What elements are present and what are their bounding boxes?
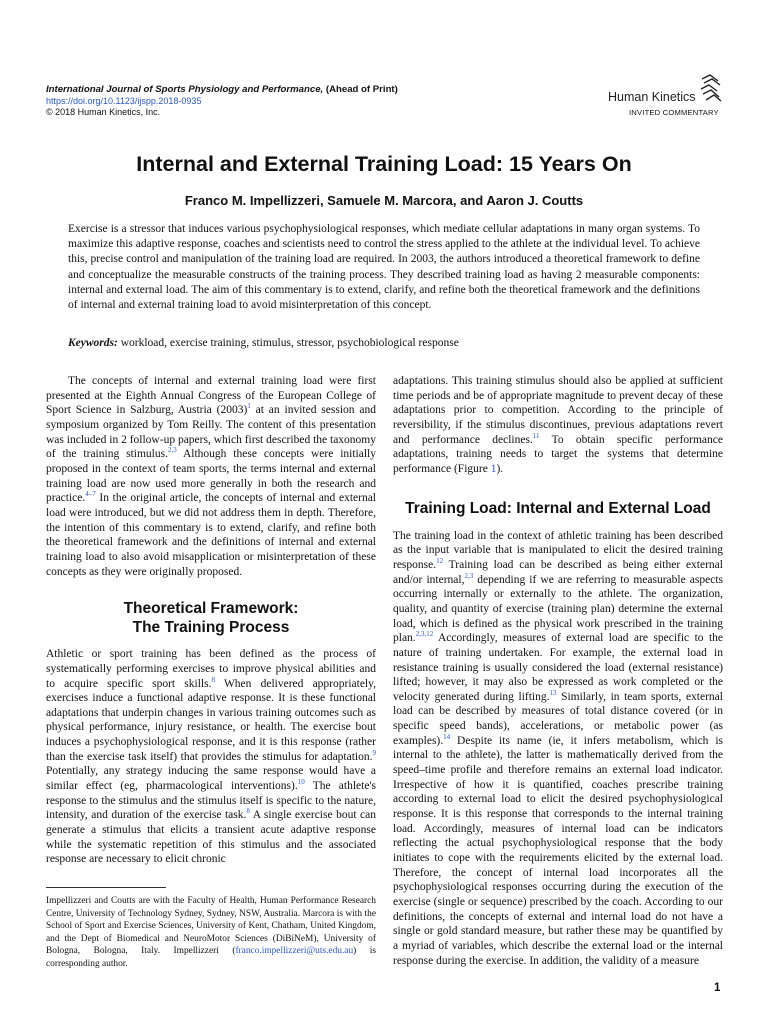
article-title: Internal and External Training Load: 15 Years On [136, 152, 632, 176]
intro-paragraph [46, 374, 376, 579]
body-text: When delivered appropriately, exercises induce a functional adaptive response. It is these functional adaptations that underpin changes in various training outcomes such as physical performance, injury resistance, or health. The exercise bout induces a psychophysiological response, and it is this response (rather than the exercise task itself) that provides the stimulus for adaptation. [46, 677, 377, 763]
page-number: 1 [714, 982, 721, 994]
body-text: Potentially, any strategy inducing the same response would have a similar effect (eg, pharmacological interventions). [46, 765, 376, 793]
left-column [46, 374, 376, 867]
journal-name: International Journal of Sports Physiology and Performance, [46, 84, 324, 95]
body-text: at an invited session and symposium organized by Tom Reilly. The content of this presentation was included in 2 follow-up papers, which first described the taxonomy of the training stimulus. [46, 404, 376, 461]
citation-ref[interactable]: 8 [211, 675, 215, 684]
body-text: Although these concepts were initially proposed in the context of team sports, the terms internal and external training load are now used more generally in both the research and practice. [46, 448, 376, 505]
body-text: To obtain specific performance adaptations, training needs to target the systems that determine performance (Figure [393, 433, 723, 475]
section-paragraph [46, 647, 376, 867]
section-heading-training-load: Training Load: Internal and External Load [405, 499, 711, 517]
body-text: Accordingly, measures of external load are specific to the nature of training undertaken. For example, the external load in resistance training is usually considered the load (external resistance) lifted; however, it may also be expressed as work completed or the velocity generated during lifting. [393, 632, 723, 703]
keywords-line [68, 336, 700, 351]
body-text: Training load can be described as being either external and/or internal, [393, 558, 723, 586]
citation-ref[interactable]: 2,3 [464, 571, 474, 580]
citation-ref[interactable]: 12 [436, 557, 444, 566]
heading-line: The Training Process [132, 619, 290, 637]
heading-line: Theoretical Framework: [123, 600, 299, 618]
article-type-label: INVITED COMMENTARY [629, 108, 719, 117]
citation-ref[interactable]: 11 [532, 431, 540, 440]
citation-ref[interactable]: 4–7 [85, 490, 96, 499]
section-heading-theoretical-framework [46, 599, 376, 637]
human-kinetics-logo-icon [698, 73, 724, 103]
citation-ref[interactable]: 14 [443, 732, 451, 741]
citation-ref[interactable]: 13 [549, 688, 557, 697]
continuation-paragraph [393, 374, 723, 477]
citation-ref[interactable]: 10 [297, 778, 305, 787]
doi-link[interactable]: https://doi.org/10.1123/ijspp.2018-0935 [46, 96, 202, 106]
citation-ref[interactable]: 9 [372, 748, 376, 757]
body-text: Despite its name (ie, it infers metabolism, which is internal to the athlete), the latter is mathematically derived from the speed–time profile and therefore remains an external load indicator. Irrespective of how it is quantified, coaches prescribe training according to external load to elicit the desired psychophysiological response. It is this response that corresponds to the internal training load. Accordingly, measures of internal load can be indicators reflecting the actual psychophysiological response that the body initiates to cope with the requirements elicited by the external load. Therefore, the concept of internal load incorporates all the psychophysiological responses occurring during the execution of the exercise (single or sequence) prescribed by the coach. According to our definitions, the concepts of external and internal load do not have a single or gold standard measure, but rather these may be quantified by a myriad of variables, which describe the external load or the internal response during the exercise. In addition, the validity of a measure [393, 734, 723, 967]
section-paragraph [393, 529, 723, 969]
right-column [393, 374, 723, 968]
body-text: adaptations. This training stimulus should also be applied at sufficient time periods and be of appropriate magnitude to prevent decay of these adaptations prior to competition. According to the principle of reversibility, if the stimulus discontinues, previous adaptations revert and performance declines. [393, 375, 723, 446]
body-text: In the original article, the concepts of internal and external load were introduced, but we did not address them in depth. Therefore, the intention of this commentary is to extend, clarify, and refine both the theoretical framework and the definitions of internal and external training load to also avoid misapplication or misinterpretation of these concepts as they were originally proposed. [46, 492, 376, 578]
body-text: A single exercise bout can generate a stimulus that elicits a transient acute adaptive response while the systematic repetition of this stimulus and the associated response are necessary to elicit chronic [46, 809, 376, 866]
citation-ref[interactable]: 2,3 [167, 446, 177, 455]
citation-ref[interactable]: 8 [246, 807, 250, 816]
publication-status: (Ahead of Print) [323, 84, 398, 95]
corresponding-email-link[interactable]: franco.impellizzeri@uts.edu.au [235, 946, 354, 957]
abstract: Exercise is a stressor that induces various psychophysiological responses, which mediate cellular adaptations in many organ systems. To maximize this adaptive response, coaches and scientists need to control the stress applied to the athlete at the individual level. To achieve this, precise control and manipulation of the training load are required. In 2003, the authors introduced a theoretical framework to define and conceptualize the measurable constructs of the training process. They described training load as having 2 measurable components: internal and external load. The aim of this commentary is to extend, clarify, and refine both the theoretical framework and the definitions of internal and external training load to avoid misinterpretation of this concept. [68, 223, 700, 312]
body-text: Athletic or sport training has been defined as the process of systematically performing exercises to improve physical abilities and to acquire specific sport skills. [46, 648, 376, 690]
author-affiliation-footnote [46, 895, 376, 971]
body-text: The training load in the context of athletic training has been described as the input variable that is manipulated to elicit the desired training response. [393, 529, 723, 571]
body-text: Similarly, in team sports, external load can be described by measures of total distance covered (or in specific speed bands), accelerations, or metabolic power (as examples). [393, 690, 723, 747]
body-text: ). [496, 462, 504, 475]
keywords-label: Keywords: [68, 337, 118, 349]
author-list: Franco M. Impellizzeri, Samuele M. Marcora, and Aaron J. Coutts [184, 193, 584, 208]
body-text: The athlete's response to the stimulus and the stimulus itself is specific to the nature, intensity, and duration of the exercise task. [46, 780, 376, 822]
footnote-divider [46, 887, 166, 888]
body-text: The concepts of internal and external training load were first presented at the Eighth Annual Congress of the European College of Sport Science in Salzburg, Austria (2003) [46, 375, 376, 417]
copyright-notice: © 2018 Human Kinetics, Inc. [46, 107, 161, 117]
keywords-list: workload, exercise training, stimulus, stressor, psychobiological response [117, 337, 459, 349]
footnote-text: ) is corresponding author. [46, 946, 376, 969]
journal-citation [46, 84, 398, 95]
body-text: depending if we are referring to measurable aspects occurring internally or externally to the athlete. The organization, quality, and quantity of exercise (training plan) determine the external load, which is defined as the physical work prescribed in the training plan. [393, 573, 723, 645]
footnote-text: Impellizzeri and Coutts are with the Faculty of Health, Human Performance Research Centre, University of Technology Sydney, Sydney, NSW, Australia. Marcora is with the School of Sport and Exercise Sciences, University of Kent, Chatham, United Kingdom, and the Dept of Biomedical and NeuroMotor Sciences (DiBiNeM), University of Bologna, Bologna, Italy. Impellizzeri ( [46, 896, 376, 957]
publisher-name: Human Kinetics [608, 90, 696, 104]
citation-ref[interactable]: 2,3,12 [415, 630, 434, 639]
figure-ref-link[interactable]: 1 [490, 462, 497, 475]
citation-ref[interactable]: 1 [247, 402, 251, 411]
